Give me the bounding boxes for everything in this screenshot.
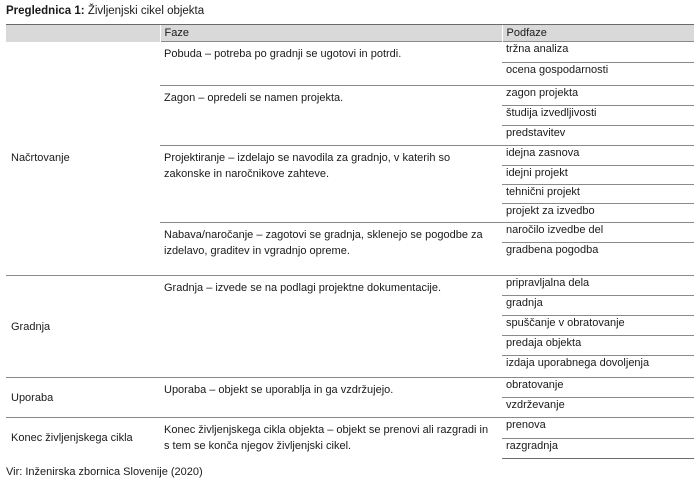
subphase-cell: idejna zasnova: [502, 146, 694, 166]
table-row: [6, 276, 694, 296]
subphase-cell: zagon projekta: [502, 86, 694, 106]
stage-cell: Uporaba: [6, 378, 160, 418]
subphase-cell: obratovanje: [502, 378, 694, 398]
phase-cell: Zagon – opredeli se namen projekta.: [160, 86, 502, 146]
table-caption: [6, 4, 204, 19]
subphase-cell: študija izvedljivosti: [502, 106, 694, 126]
table-row: [6, 418, 694, 439]
lifecycle-table: [6, 24, 694, 459]
table-number: Preglednica 1:: [6, 5, 85, 17]
phase-cell: Nabava/naročanje – zagotovi se gradnja, sklenejo se pogodbe za izdelavo, graditev in vgradnjo opreme.: [160, 223, 502, 276]
stage-cell: Konec življenjskega cikla: [6, 418, 160, 459]
table-body: [6, 42, 694, 459]
subphase-cell: tržna analiza: [502, 42, 694, 63]
stage-cell: Načrtovanje: [11, 152, 70, 165]
subphase-cell: predstavitev: [502, 126, 694, 146]
phase-cell: Pobuda – potreba po gradnji se ugotovi in potrdi.: [160, 42, 502, 86]
subphase-cell: predaja objekta: [502, 336, 694, 356]
phase-cell: Projektiranje – izdelajo se navodila za gradnjo, v katerih so zakonske in naročnikove zahteve.: [160, 146, 502, 223]
table-row: [6, 378, 694, 398]
source-note: Vir: Inženirska zbornica Slovenije (2020): [6, 466, 203, 478]
subphase-cell: izdaja uporabnega dovoljenja: [502, 356, 694, 378]
phase-cell: Uporaba – objekt se uporablja in ga vzdržujejo.: [160, 378, 502, 418]
header-stage: [6, 25, 160, 42]
subphase-cell: gradnja: [502, 296, 694, 316]
phase-cell: Konec življenjskega cikla objekta – objekt se prenovi ali razgradi in s tem se konča njegov življenjski cikel.: [160, 418, 502, 459]
subphase-cell: ocena gospodarnosti: [502, 63, 694, 86]
subphase-cell: tehnični projekt: [502, 185, 694, 204]
table-row: [6, 42, 694, 63]
subphase-cell: prenova: [502, 418, 694, 439]
header-phase: Faze: [160, 25, 502, 42]
header-row: [6, 25, 694, 42]
stage-cell: Gradnja: [6, 276, 160, 378]
subphase-cell: projekt za izvedbo: [502, 204, 694, 223]
subphase-cell: spuščanje v obratovanje: [502, 316, 694, 336]
subphase-cell: gradbena pogodba: [502, 243, 694, 276]
phase-cell: Gradnja – izvede se na podlagi projektne dokumentacije.: [160, 276, 502, 378]
subphase-cell: razgradnja: [502, 439, 694, 459]
header-subphase: Podfaze: [502, 25, 694, 42]
subphase-cell: pripravljalna dela: [502, 276, 694, 296]
table-title: Življenjski cikel objekta: [87, 5, 205, 17]
subphase-cell: idejni projekt: [502, 166, 694, 185]
subphase-cell: naročilo izvedbe del: [502, 223, 694, 243]
subphase-cell: vzdrževanje: [502, 398, 694, 418]
